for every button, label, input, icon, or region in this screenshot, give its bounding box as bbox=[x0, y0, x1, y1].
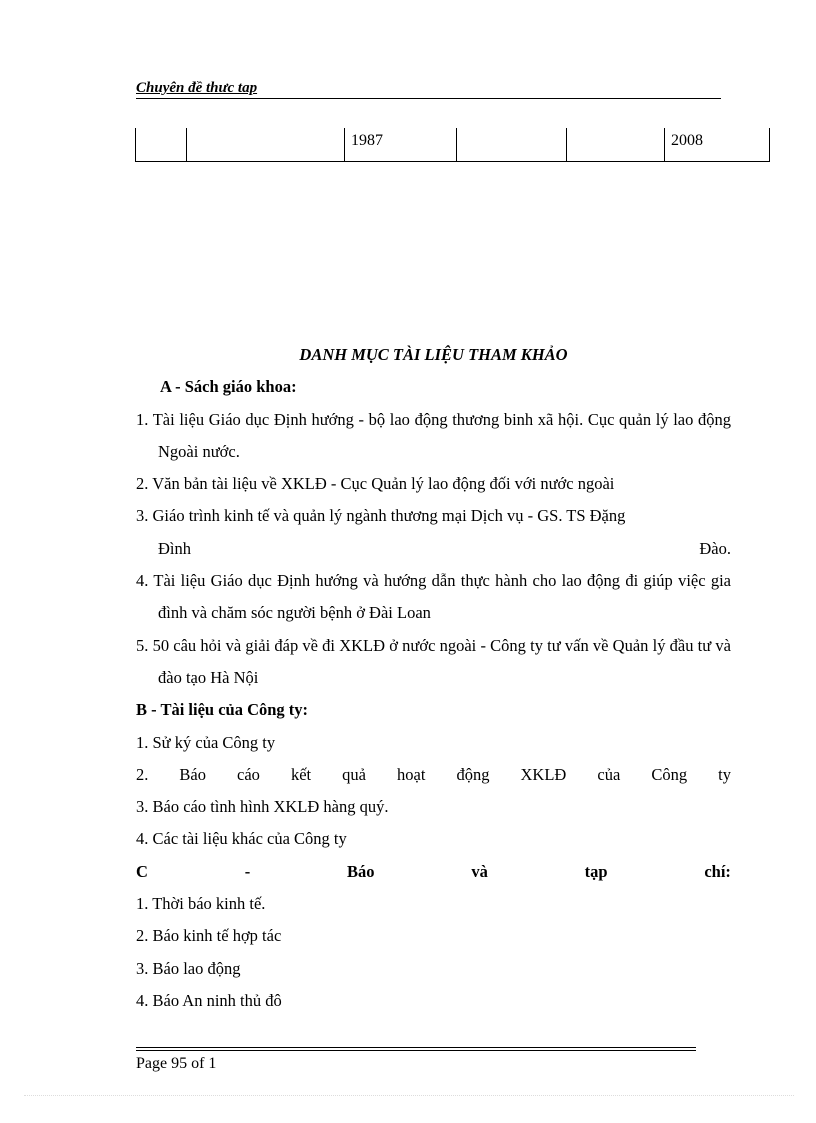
list-item-continuation bbox=[136, 533, 731, 565]
continuation-right: Đào. bbox=[699, 538, 731, 558]
word: động bbox=[456, 764, 490, 784]
word: Báo bbox=[179, 764, 206, 784]
word: ty bbox=[718, 764, 731, 784]
list-item-justified bbox=[136, 759, 731, 791]
header-rule bbox=[136, 98, 721, 99]
list-item: 1. Sử ký của Công ty bbox=[136, 732, 276, 752]
list-item: 3. Giáo trình kinh tế và quản lý ngành thương mại Dịch vụ - GS. TS Đặng bbox=[136, 506, 626, 526]
list-item: 4. Các tài liệu khác của Công ty bbox=[136, 829, 347, 849]
list-item: 5. 50 câu hỏi và giải đáp về đi XKLĐ ở nước ngoài - Công ty tư vấn về Quản lý đầu tư và đào tạo Hà Nội bbox=[136, 635, 731, 687]
word: cáo bbox=[237, 764, 260, 784]
list-item: 4. Tài liệu Giáo dục Định hướng và hướng dẫn thực hành cho lao động đi giúp việc gia đình và chăm sóc người bệnh ở Đài Loan bbox=[136, 571, 731, 623]
word: XKLĐ bbox=[520, 764, 567, 784]
page-edge bbox=[24, 1095, 794, 1096]
list-item: 2. Văn bản tài liệu về XKLĐ - Cục Quản lý lao động đối với nước ngoài bbox=[136, 474, 615, 494]
list-item: 1. Tài liệu Giáo dục Định hướng - bộ lao động thương binh xã hội. Cục quản lý lao động Ngoài nước. bbox=[136, 409, 731, 461]
table-cell: 1987 bbox=[345, 128, 457, 162]
word: Báo bbox=[347, 861, 375, 881]
continuation-left: Đình bbox=[158, 538, 191, 558]
word: C bbox=[136, 861, 148, 881]
table-cell: 2008 bbox=[665, 128, 770, 162]
word: quả bbox=[342, 764, 366, 784]
page-number: Page 95 of 1 bbox=[136, 1055, 217, 1072]
word: tạp bbox=[584, 861, 608, 881]
table-row bbox=[136, 128, 770, 162]
section-b-heading: B - Tài liệu của Công ty: bbox=[136, 700, 309, 720]
section-a-heading: A - Sách giáo khoa: bbox=[160, 377, 297, 397]
table-cell bbox=[457, 128, 567, 162]
word: hoạt bbox=[397, 764, 426, 784]
word: 2. bbox=[136, 764, 149, 784]
footer-rule bbox=[136, 1047, 696, 1048]
word: Công bbox=[651, 764, 688, 784]
word: kết bbox=[290, 764, 312, 784]
table-cell bbox=[136, 128, 187, 162]
word: chí: bbox=[704, 861, 731, 881]
footer-rule bbox=[136, 1050, 696, 1051]
page-header-title: Chuyên đề thưc tap bbox=[136, 80, 258, 96]
list-item: 3. Báo lao động bbox=[136, 958, 241, 978]
list-item: 3. Báo cáo tình hình XKLĐ hàng quý. bbox=[136, 797, 389, 817]
word: và bbox=[471, 861, 488, 881]
table-cell bbox=[187, 128, 345, 162]
references-section bbox=[136, 339, 731, 1017]
section-c-heading bbox=[136, 856, 731, 888]
list-item: 4. Báo An ninh thủ đô bbox=[136, 990, 282, 1010]
references-title: DANH MỤC TÀI LIỆU THAM KHẢO bbox=[299, 345, 568, 364]
table-fragment bbox=[135, 128, 770, 162]
list-item: 2. Báo kinh tế hợp tác bbox=[136, 926, 282, 946]
word: - bbox=[244, 861, 251, 881]
table-cell bbox=[567, 128, 665, 162]
list-item: 1. Thời báo kinh tế. bbox=[136, 894, 266, 914]
word: của bbox=[597, 764, 621, 784]
